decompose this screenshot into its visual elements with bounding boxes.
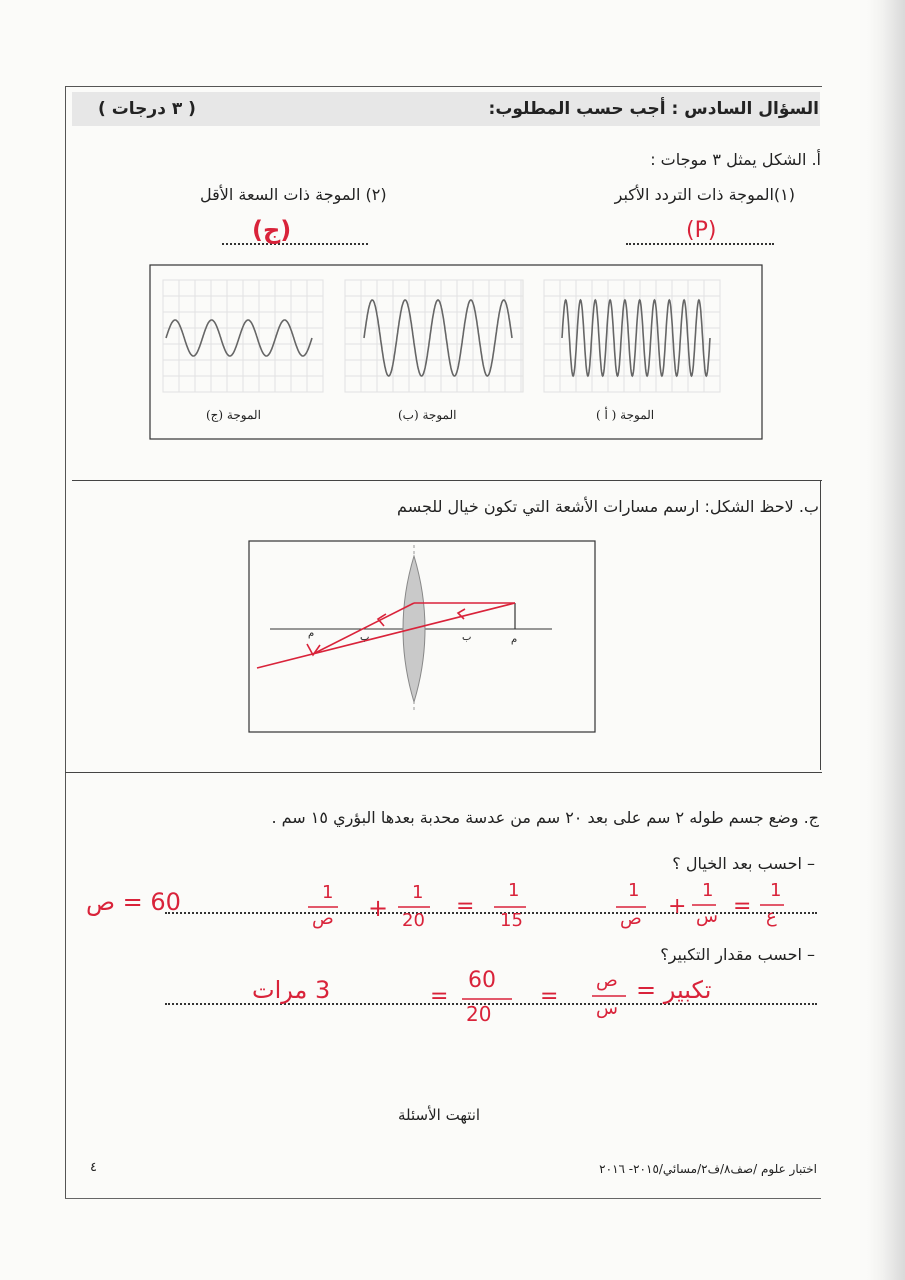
part-c-q1: – احسب بعد الخيال ؟ <box>672 854 815 873</box>
wave-label-b: الموجة (ب) <box>398 408 457 422</box>
ans1-plus-2: + <box>668 894 687 919</box>
part-a-item-2: (٢) الموجة ذات السعة الأقل <box>200 185 387 204</box>
ans1-f3-den: 15 <box>500 910 523 931</box>
wave-label-c: الموجة (ج) <box>206 408 261 422</box>
ans1-plus-1: + <box>368 894 389 922</box>
ans1-f4-den: ص <box>620 908 642 929</box>
ans2-f2-num: 60 <box>468 968 496 993</box>
lens-label-b-left: ب <box>360 632 370 643</box>
part-a-item-1: (١)الموجة ذات التردد الأكبر <box>614 185 795 204</box>
part-c-q2: – احسب مقدار التكبير؟ <box>660 945 815 964</box>
ans2-result: 3 مرات <box>252 976 331 1004</box>
wave-label-a: الموجة ( أ ) <box>596 408 655 422</box>
lens-label-b-right: ب <box>462 632 472 643</box>
question-marks: ( ٣ درجات ) <box>98 99 196 119</box>
ans1-f1-num: 1 <box>322 882 334 903</box>
part-c-prompt: ج. وضع جسم طوله ٢ سم على بعد ٢٠ سم من عدسة محدبة بعدها البؤري ١٥ سم . <box>271 808 819 827</box>
lens-label-m-left: م <box>308 628 315 639</box>
part-b-prompt: ب. لاحظ الشكل: ارسم مسارات الأشعة التي تكون خيال للجسم <box>397 497 819 516</box>
exam-info: اختبار علوم /صف٨/ف٢/مسائي/٢٠١٥- ٢٠١٦ <box>599 1162 817 1176</box>
ans1-f1-den: ص <box>312 908 334 929</box>
ans2-eq-1: = <box>430 984 449 1009</box>
page-number: ٤ <box>90 1160 97 1175</box>
answer-2: (ج) <box>252 216 292 244</box>
lens-label-m-right: م <box>511 634 518 645</box>
ans1-eq-2: = <box>733 894 752 919</box>
ans1-f4-num: 1 <box>628 880 640 901</box>
part-a-prompt: أ. الشكل يمثل ٣ موجات : <box>650 150 821 169</box>
question-title: السؤال السادس : أجب حسب المطلوب: <box>488 99 819 119</box>
ans2-eq-2: = <box>540 984 559 1009</box>
ans2-f1-num: ص <box>596 970 618 991</box>
ans1-f2-num: 1 <box>412 882 424 903</box>
ans1-f5-num: 1 <box>702 880 714 901</box>
ans2-f1-den: س <box>596 998 618 1019</box>
footer-rule <box>65 1198 821 1199</box>
ans1-f6-num: 1 <box>770 880 782 901</box>
ans1-eq-1: = <box>456 894 475 919</box>
ans1-f2-den: 20 <box>402 910 425 931</box>
ans1-f5-den: س <box>696 906 718 927</box>
ans2-f2-den: 20 <box>466 1002 492 1026</box>
answer-1: (P) <box>686 218 717 243</box>
ans1-f3-num: 1 <box>508 880 520 901</box>
end-of-questions: انتهت الأسئلة <box>398 1106 481 1124</box>
ans2-label: تكبير = <box>636 976 712 1004</box>
ans1-f6-den: ع <box>766 906 777 927</box>
ans1-result: 60 = ص <box>86 888 181 916</box>
